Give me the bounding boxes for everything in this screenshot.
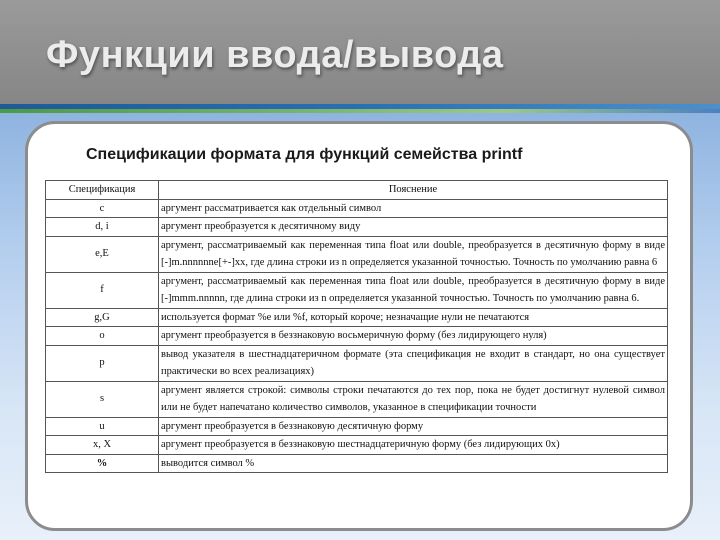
table-row: [46, 236, 668, 272]
spec-cell: o: [46, 327, 159, 346]
desc-cell: аргумент преобразуется в беззнаковую шестнадцатеричную форму (без лидирующих 0x): [159, 436, 668, 455]
desc-cell: аргумент рассматривается как отдельный символ: [159, 199, 668, 218]
table-row: [46, 308, 668, 327]
table-row: [46, 199, 668, 218]
table-row: [46, 454, 668, 473]
table-row: [46, 218, 668, 237]
header-spec: Спецификация: [46, 181, 159, 200]
desc-cell: используется формат %e или %f, который короче; незначащие нули не печатаются: [159, 308, 668, 327]
spec-cell: e,E: [46, 236, 159, 272]
desc-cell: аргумент преобразуется в беззнаковую десятичную форму: [159, 417, 668, 436]
desc-cell: аргумент является строкой: символы строки печатаются до тех пор, пока не будет достигнут нулевой символ или не будет напечатано количество символов, указанное в спецификации точности: [159, 381, 668, 417]
table-row: [46, 381, 668, 417]
table-row: [46, 272, 668, 308]
format-spec-table: [45, 180, 668, 473]
table-row: [46, 417, 668, 436]
spec-cell: p: [46, 345, 159, 381]
desc-cell: аргумент, рассматриваемый как переменная типа float или double, преобразуется в десятичную форму в виде [-]m.nnnnnne[+-]xx, где длина строки из n определяется указанной точностью. Точность по умолчанию равна 6: [159, 236, 668, 272]
spec-cell: g,G: [46, 308, 159, 327]
spec-cell: f: [46, 272, 159, 308]
spec-cell: c: [46, 199, 159, 218]
table-row: [46, 327, 668, 346]
desc-cell: аргумент преобразуется к десятичному виду: [159, 218, 668, 237]
spec-cell: x, X: [46, 436, 159, 455]
spec-cell: s: [46, 381, 159, 417]
slide-title: Функции ввода/вывода: [46, 34, 504, 76]
desc-cell: аргумент, рассматриваемый как переменная типа float или double, преобразуется в десятичную форму в виде [-]mmm.nnnnn, где длина строки из n определяется указанной точностью. Точность по умолчанию равна 6.: [159, 272, 668, 308]
spec-cell: %: [46, 454, 159, 473]
table-header-row: [46, 181, 668, 200]
spec-cell: u: [46, 417, 159, 436]
header-desc: Пояснение: [159, 181, 668, 200]
slide-subtitle: Спецификации формата для функций семейства printf: [86, 146, 523, 163]
table-row: [46, 345, 668, 381]
desc-cell: выводится символ %: [159, 454, 668, 473]
desc-cell: аргумент преобразуется в беззнаковую восьмеричную форму (без лидирующего нуля): [159, 327, 668, 346]
table-row: [46, 436, 668, 455]
spec-cell: d, i: [46, 218, 159, 237]
desc-cell: вывод указателя в шестнадцатеричном формате (эта спецификация не входит в стандарт, но она существует практически во всех реализациях): [159, 345, 668, 381]
